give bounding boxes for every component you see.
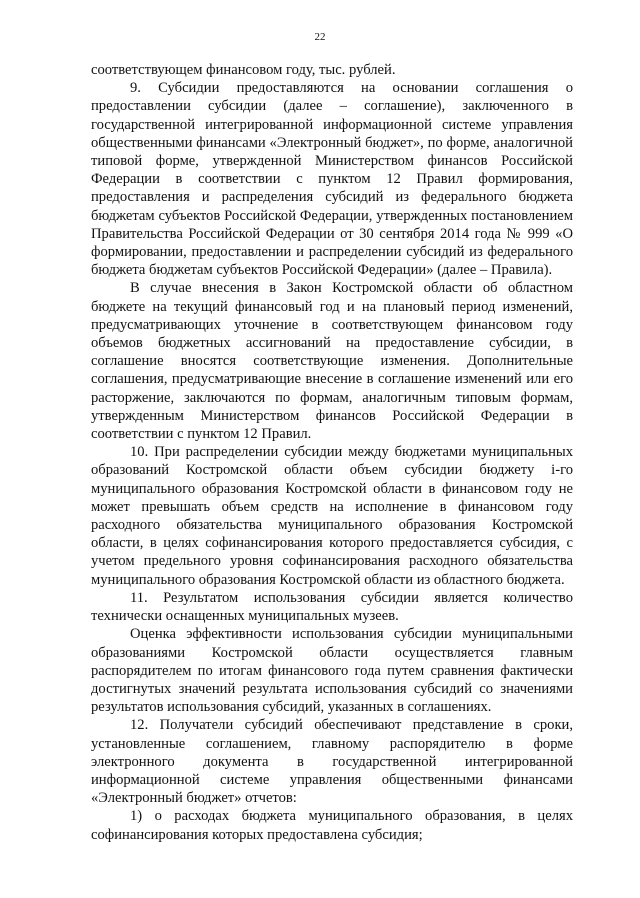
paragraph-item-11: 11. Результатом использования субсидии является количество технически оснащенных муниципальных музеев. xyxy=(91,589,573,625)
paragraph-item-12: 12. Получатели субсидий обеспечивают представление в сроки, установленные соглашением, главному распорядителю в форме электронного документа в государственной интегрированной информационной системе управления общественными финансами «Электронный бюджет» отчетов: xyxy=(91,717,573,807)
paragraph-efficiency-assessment: Оценка эффективности использования субсидии муниципальными образованиями Костромской области осуществляется главным распорядителем по итогам финансового года путем сравнения фактически достигнутых значений результата использования субсидий со значениями результатов использования субсидий, указанных в соглашениях. xyxy=(91,626,573,716)
page-number: 22 xyxy=(314,31,326,43)
document-body xyxy=(91,61,573,844)
paragraph-item-10: 10. При распределении субсидии между бюджетами муниципальных образований Костромской области объем субсидии бюджету i-го муниципального образования Костромской области в финансовом году не может превышать объем средств на исполнение в финансовом году расходного обязательства муниципального образования Костромской области, в целях софинансирования которого предоставляется субсидия, с учетом предельного уровня софинансирования расходного обязательства муниципального образования Костромской области из областного бюджета. xyxy=(91,444,573,588)
paragraph-subitem-1: 1) о расходах бюджета муниципального образования, в целях софинансирования которых предоставлена субсидия; xyxy=(91,808,573,843)
paragraph-amendments: В случае внесения в Закон Костромской области об областном бюджете на текущий финансовый год и на плановый период изменений, предусматривающих уточнение в соответствующем финансовом году объемов бюджетных ассигнований на предоставление субсидии, в соглашение вносятся соответствующие изменения. Дополнительные соглашения, предусматривающие внесение в соглашение изменений или его расторжение, заключаются по формам, аналогичным типовым формам, утвержденным Министерством финансов Российской Федерации в соответствии с пунктом 12 Правил. xyxy=(91,280,573,443)
paragraph-item-9: 9. Субсидии предоставляются на основании соглашения о предоставлении субсидии (далее – соглашение), заключенного в государственной интегрированной информационной системе управления общественными финансами «Электронный бюджет», по форме, аналогичной типовой форме, утвержденной Министерством финансов Российской Федерации в соответствии с пунктом 12 Правил формирования, предоставления и распределения субсидий из федерального бюджета бюджетам субъектов Российской Федерации, утвержденных постановлением Правительства Российской Федерации от 30 сентября 2014 года № 999 «О формировании, предоставлении и распределении субсидий из федерального бюджета бюджетам субъектов Российской Федерации» (далее – Правила). xyxy=(91,80,573,279)
paragraph-continuation: соответствующем финансовом году, тыс. рублей. xyxy=(91,62,396,78)
